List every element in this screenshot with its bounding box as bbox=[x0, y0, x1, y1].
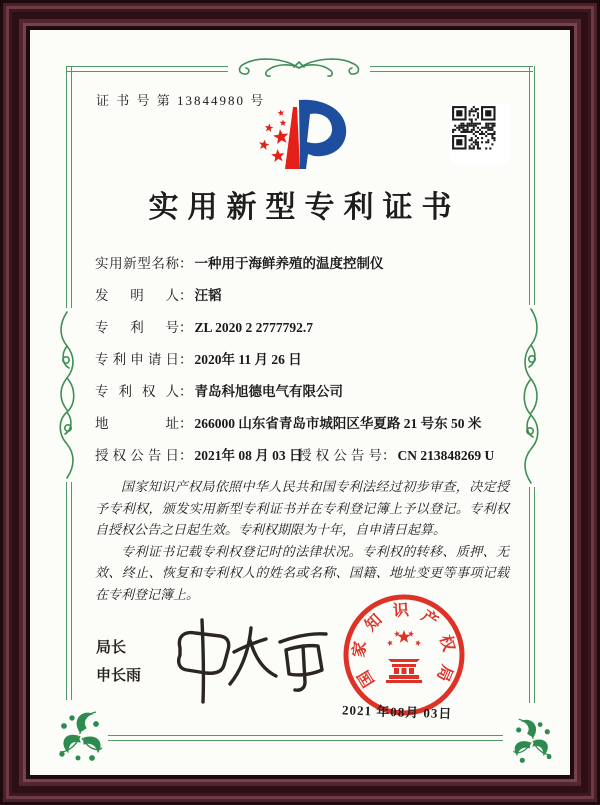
field-value: 2021年 08 月 03 日 bbox=[194, 448, 303, 463]
seal-char: 知 bbox=[362, 611, 386, 635]
seal-text-ring bbox=[342, 593, 466, 717]
seal-char: 局 bbox=[433, 662, 456, 684]
certificate-page bbox=[30, 30, 570, 775]
seal-date: 2021 年08月 03日 bbox=[341, 702, 453, 722]
field-label: 授权公告日 bbox=[95, 448, 179, 463]
field-value: ZL 2020 2 2777792.7 bbox=[194, 320, 314, 335]
seal-char: 国 bbox=[355, 667, 379, 690]
border-top-right-segment bbox=[370, 66, 533, 72]
signer-block bbox=[96, 634, 141, 690]
right-flourish-ornament bbox=[518, 305, 544, 487]
field-colon: ： bbox=[179, 320, 193, 335]
field-value: 2020年 11 月 26 日 bbox=[194, 352, 302, 367]
border-bottom-segment bbox=[96, 735, 503, 741]
cnipa-logo bbox=[236, 92, 366, 182]
logo-p-shape bbox=[299, 100, 346, 169]
field-row-name bbox=[95, 248, 515, 280]
signer-name: 申长雨 bbox=[96, 667, 142, 684]
bottom-left-floral-ornament bbox=[52, 702, 108, 764]
qr-code bbox=[450, 104, 510, 164]
border-left-lower-segment bbox=[66, 482, 72, 700]
seal-char: 识 bbox=[392, 602, 410, 621]
field-value: CN 213848269 U bbox=[397, 448, 495, 463]
field-list bbox=[95, 248, 515, 472]
legal-paragraph-1: 国家知识产权局依照中华人民共和国专利法经过初步审查，决定授予专利权，颁发实用新型专利证书并在专利登记簿上予以登记。专利权自授权公告之日起生效。专利权期限为十年，自申请日起算。 bbox=[95, 479, 509, 537]
field-row-inventor bbox=[95, 280, 515, 312]
field-label: 地址 bbox=[95, 416, 179, 431]
field-group-grant-no bbox=[298, 440, 494, 472]
field-value: 青岛科旭德电气有限公司 bbox=[194, 384, 343, 399]
field-colon: ： bbox=[382, 448, 396, 463]
field-colon: ： bbox=[179, 384, 193, 399]
legal-text bbox=[95, 476, 509, 605]
signature-shen-changyu bbox=[158, 608, 338, 712]
left-flourish-ornament bbox=[54, 308, 80, 482]
cnipa-seal bbox=[342, 593, 466, 717]
field-value: 汪韬 bbox=[194, 288, 222, 303]
field-label: 专利权人 bbox=[95, 384, 179, 399]
field-label: 发明人 bbox=[95, 288, 179, 303]
field-value: 266000 山东省青岛市城阳区华夏路 21 号东 50 米 bbox=[194, 416, 482, 431]
legal-paragraph-2: 专利证书记载专利权登记时的法律状况。专利权的转移、质押、无效、终止、恢复和专利权人的姓名或名称、国籍、地址变更等事项记载在专利登记簿上。 bbox=[95, 543, 509, 602]
field-row-grant bbox=[95, 440, 515, 472]
bottom-right-floral-ornament bbox=[508, 710, 558, 766]
field-colon: ： bbox=[179, 352, 193, 367]
field-label: 实用新型名称 bbox=[95, 256, 179, 271]
field-value: 一种用于海鲜养殖的温度控制仪 bbox=[194, 256, 384, 271]
seal-char: 权 bbox=[436, 633, 457, 654]
logo-stars bbox=[259, 110, 288, 162]
seal-char: 产 bbox=[417, 607, 441, 631]
field-colon: ： bbox=[179, 416, 193, 431]
border-top-left-segment bbox=[66, 66, 228, 72]
field-label: 授权公告号 bbox=[298, 448, 382, 463]
field-colon: ： bbox=[179, 288, 193, 303]
signer-title: 局长 bbox=[96, 639, 127, 656]
border-right-lower-segment bbox=[529, 487, 535, 703]
field-row-filing-date bbox=[95, 344, 515, 376]
certificate-title: 实用新型专利证书 bbox=[148, 191, 461, 224]
top-flourish-ornament bbox=[228, 54, 370, 80]
field-row-patentee bbox=[95, 376, 515, 408]
field-label: 专利号 bbox=[95, 320, 179, 335]
logo-red-wedge bbox=[285, 107, 300, 169]
field-row-address bbox=[95, 408, 515, 440]
field-colon: ： bbox=[179, 256, 193, 271]
field-row-patent-no bbox=[95, 312, 515, 344]
certificate-number: 证 书 号 第 13844980 号 bbox=[96, 93, 266, 108]
field-colon: ： bbox=[179, 448, 193, 463]
seal-char: 家 bbox=[350, 640, 370, 659]
field-label: 专利申请日 bbox=[95, 352, 179, 367]
